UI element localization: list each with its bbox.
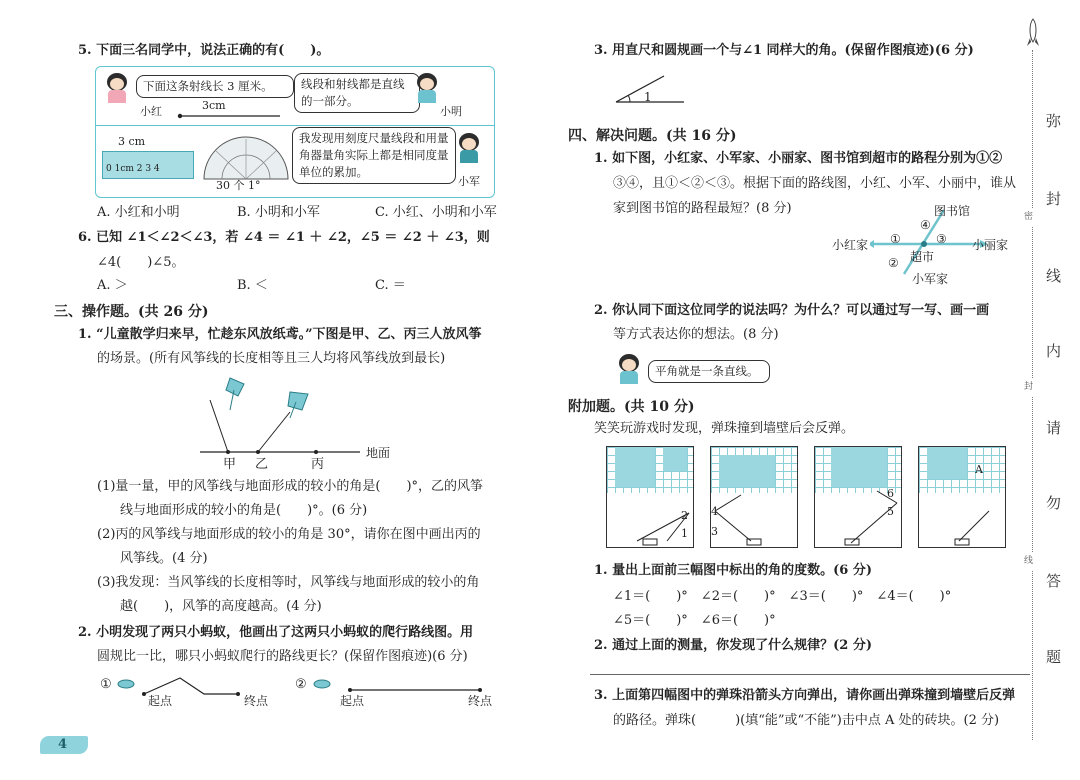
section-4-heading: 四、解决问题。(共 16 分) <box>568 128 737 144</box>
q5-illustration-box <box>95 66 495 198</box>
ray-length-label: 3cm <box>202 99 226 112</box>
grid1-label-2: 2 <box>681 509 688 522</box>
xiaohong-name: 小红 <box>140 105 162 118</box>
op1-sub2-line2: 风筝线。(4 分) <box>120 551 208 566</box>
xiaohong-home-label: 小红家 <box>832 238 869 252</box>
xiaojun-name: 小军 <box>458 175 480 188</box>
xiaoming-bubble: 线段和射线都是直线的一部分。 <box>294 73 420 113</box>
ray-figure <box>176 111 286 121</box>
library-label: 图书馆 <box>934 204 971 218</box>
ant-1-marker: ① <box>100 677 112 692</box>
xiaojun-bubble: 我发现用刻度尺量线段和用量角器量角实际上都是相同度量单位的累加。 <box>292 127 456 184</box>
label-yi: 乙 <box>255 457 269 472</box>
b1-stem: 1. 量出上面前三幅图中标出的角的度数。(6 分) <box>594 563 872 578</box>
ant2-start-label: 起点 <box>340 694 365 708</box>
bounce-grid-1 <box>606 446 694 548</box>
xiaoming-avatar <box>414 73 440 103</box>
op3-stem: 3. 用直尺和圆规画一个与∠1 同样大的角。(保留作图痕迹)(6 分) <box>594 43 974 58</box>
ant1-end-label: 终点 <box>244 694 269 708</box>
grid3-label-6: 6 <box>887 487 894 500</box>
b1-angles-row1: ∠1＝( )° ∠2＝( )° ∠3＝( )° ∠4＝( )° <box>613 589 952 604</box>
seal-char-2: 封 <box>1046 190 1062 208</box>
op1-sub3-line1: (3)我发现：当风筝线的长度相等时，风筝线与地面形成的较小的角 <box>97 575 480 590</box>
grid1-label-1: 1 <box>681 527 688 540</box>
ant-icon <box>118 680 134 688</box>
section-3-heading: 三、操作题。(共 26 分) <box>54 304 209 320</box>
seal-char-4: 内 <box>1046 342 1062 360</box>
route-3-marker: ③ <box>936 232 947 246</box>
ruler <box>102 151 194 179</box>
ruler-length-label: 3 cm <box>118 135 146 148</box>
rocket-icon <box>1026 18 1040 48</box>
b3-stem-line1: 3. 上面第四幅图中的弹珠沿箭头方向弹出，请你画出弹珠撞到墙壁后反弹 <box>594 688 1016 703</box>
seal-char-7: 答 <box>1046 572 1062 590</box>
seal-small-1: 密 <box>1024 208 1033 226</box>
q6-stem-line2: ∠4( )∠5。 <box>97 255 185 270</box>
op1-stem-line1: 1. “儿童散学归来早，忙趁东风放纸鸢。”下图是甲、乙、丙三人放风筝 <box>78 327 482 342</box>
grid4-label-a: A <box>975 463 983 476</box>
page-number: 4 <box>58 737 68 752</box>
ant1-start-label: 起点 <box>148 694 173 708</box>
supermarket-label: 超市 <box>910 250 935 264</box>
ant2-end-label: 终点 <box>468 694 493 708</box>
op2-stem-line1: 2. 小明发现了两只小蚂蚁，他画出了这两只小蚂蚁的爬行路线图。用 <box>78 625 474 640</box>
xiaohong-bubble: 下面这条射线长 3 厘米。 <box>136 75 294 98</box>
label-bing: 丙 <box>311 457 325 472</box>
b3-stem-line2: 的路径。弹珠( )(填“能”或“不能”)击中点 A 处的砖块。(2 分) <box>613 713 1000 728</box>
route-4-marker: ④ <box>920 218 931 232</box>
ant-icon <box>314 680 330 688</box>
grid2-label-4: 4 <box>711 505 718 518</box>
ground-label: 地面 <box>366 446 391 460</box>
op2-stem-line2: 圆规比一比，哪只小蚂蚁爬行的路线更长？(保留作图痕迹)(6 分) <box>97 649 468 664</box>
p2-stem-line1: 2. 你认同下面这位同学的说法吗？为什么？可以通过写一写、画一画 <box>594 303 990 318</box>
q6-option-b: B. ＜ <box>237 278 268 293</box>
xiaoming-name: 小明 <box>440 105 462 118</box>
b2-stem: 2. 通过上面的测量，你发现了什么规律？(2 分) <box>594 638 872 653</box>
right-page <box>540 0 1080 780</box>
seal-char-1: 弥 <box>1046 112 1062 130</box>
protractor <box>200 131 292 183</box>
p2-stem-line2: 等方式表达你的想法。(8 分) <box>613 327 779 342</box>
bounce-grid-3 <box>814 446 902 548</box>
kite-icon-1 <box>226 378 244 410</box>
seal-small-2: 封 <box>1024 378 1033 396</box>
xiaojun-avatar <box>456 133 482 163</box>
op1-stem-line2: 的场景。(所有风筝线的长度相等且三人均将风筝线放到最长) <box>97 351 446 366</box>
p1-stem-line2: ③④，且①＜②＜③。根据下面的路线图，小红、小军、小丽中，谁从 <box>613 176 1017 191</box>
q5-option-b: B. 小明和小军 <box>237 205 320 220</box>
xiaohong-avatar <box>104 73 130 103</box>
q6-option-a: A. ＞ <box>97 278 128 293</box>
op1-sub3-line2: 越( )，风筝的高度越高。(4 分) <box>120 599 322 614</box>
page-number-badge <box>40 736 88 754</box>
op1-sub1-line2: 线与地面形成的较小的角是( )°。(6 分) <box>120 503 368 518</box>
xiaojun-home-label: 小军家 <box>912 272 949 286</box>
answer-divider <box>590 674 1030 675</box>
student-avatar <box>616 354 642 384</box>
xiaoli-home-label: 小丽家 <box>972 238 1009 252</box>
p1-stem-line3: 家到图书馆的路程最短？(8 分) <box>613 201 792 216</box>
bounce-grid-4 <box>918 446 1006 548</box>
q5-option-a: A. 小红和小明 <box>97 205 180 220</box>
route-1-marker: ① <box>890 232 901 246</box>
q6-option-c: C. ＝ <box>375 278 406 293</box>
kite-icon-2 <box>288 392 308 418</box>
q5-option-c: C. 小红、小明和小军 <box>375 205 497 220</box>
bonus-heading: 附加题。(共 10 分) <box>568 399 695 415</box>
student-bubble: 平角就是一条直线。 <box>648 360 770 383</box>
q6-stem-line1: 6. 已知 ∠1＜∠2＜∠3，若 ∠4 ＝ ∠1 ＋ ∠2，∠5 ＝ ∠2 ＋ ∠3，则 <box>78 230 490 245</box>
grid2-label-3: 3 <box>711 525 718 538</box>
route-2-marker: ② <box>888 256 899 270</box>
seal-char-8: 题 <box>1046 648 1062 666</box>
ruler-ticks: 0 1cm 2 3 4 <box>106 164 160 174</box>
divider <box>96 125 494 126</box>
bonus-intro: 笑笑玩游戏时发现，弹珠撞到墙壁后会反弹。 <box>594 421 855 436</box>
op1-sub2-line1: (2)丙的风筝线与地面形成的较小的角是 30°，请你在图中画出丙的 <box>97 527 481 542</box>
p1-stem-line1: 1. 如下图，小红家、小军家、小丽家、图书馆到超市的路程分别为①② <box>594 151 1003 166</box>
seal-char-6: 勿 <box>1046 494 1062 512</box>
label-jia: 甲 <box>223 457 237 472</box>
op1-sub1-line1: (1)量一量，甲的风筝线与地面形成的较小的角是( )°，乙的风筝 <box>97 479 484 494</box>
protractor-label: 30 个 1° <box>216 179 261 192</box>
b1-angles-row2: ∠5＝( )° ∠6＝( )° <box>613 613 776 628</box>
q5-stem: 5. 下面三名同学中，说法正确的有( )。 <box>78 43 330 58</box>
seal-char-3: 线 <box>1046 267 1062 285</box>
grid3-label-5: 5 <box>887 505 894 518</box>
ant-2-marker: ② <box>295 677 307 692</box>
seal-char-5: 请 <box>1046 419 1062 437</box>
seal-small-3: 线 <box>1024 552 1033 570</box>
bounce-grid-2 <box>710 446 798 548</box>
angle-1-label: 1 <box>644 90 652 104</box>
